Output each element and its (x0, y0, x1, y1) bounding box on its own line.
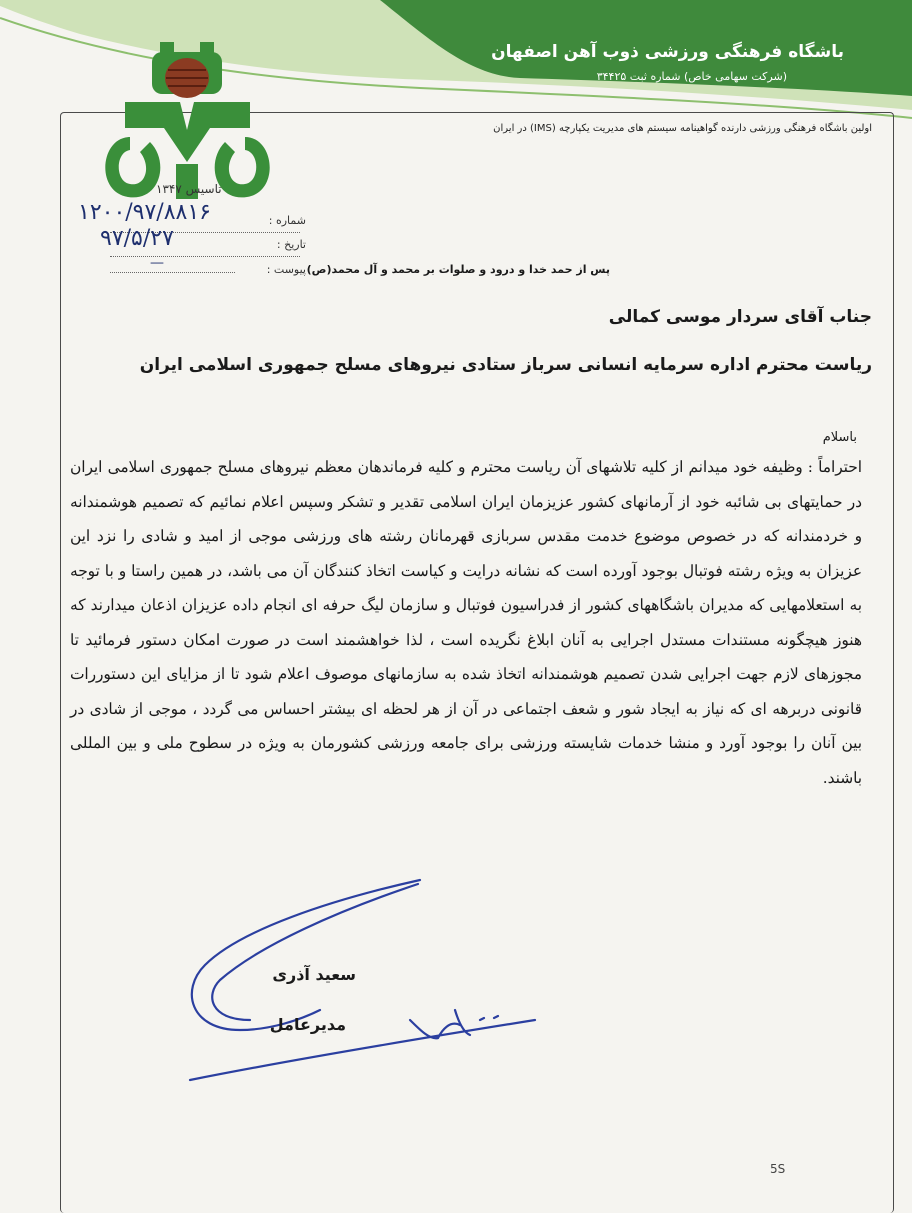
ims-certification-note: اولین باشگاه فرهنگی ورزشی دارنده گواهینامه سیستم های مدیریت یکپارچه (IMS) در ایران (493, 123, 872, 134)
addressee-name: جناب آقای سردار موسی کمالی (608, 307, 872, 327)
page-number: 5S (770, 1162, 786, 1176)
organization-name: باشگاه فرهنگی ورزشی ذوب آهن اصفهان (491, 42, 844, 62)
number-label: شماره : (268, 214, 306, 227)
founded-year: تاسیس ۱۳۴۷ (156, 182, 222, 196)
letter-attachment: — (150, 255, 165, 271)
letter-body: احتراماً : وظیفه خود میدانم از کلیه تلاشهای آن ریاست محترم و کلیه فرماندهان معظم نیروهای مسلح جمهوری اسلامی ایران در حمایتهای بی شائبه خود از آرمانهای کشور عزیزمان ایران اسلامی تقدیر و تشکر وسپس اعلام نمائیم که تصمیم هوشمندانه و خردمندانه که در خصوص موضوع خدمت مقدس سربازی قهرمانان رشته های ورزشی موجی از امید و شادی را نزد این عزیزان به ویژه رشته فوتبال بوجود آورده است که نشانه درایت و کیاست اتخاذ کنندگان آن می باشد، در همین راستا و با توجه به استعلامهایی که مدیران باشگاههای کشور از فدراسیون فوتبال و سازمان لیگ حرفه ای انجام داده عزیزان اذعان میدارند که هنوز هیچگونه مستندات مستدل اجرایی به آنان ابلاغ نگریده است ، لذا خواهشمند است در صورت امکان دستور فرمائید تا مجوزهای لازم جهت اجرایی شدن تصمیم هوشمندانه اتخاذ شده به سازمانهای موصوف اعلام شود تا از مزایای این دستوررات قانونی دربرهه ای که نیاز به ایجاد شور و شعف اجتماعی در آن از هر لحظه ای بیشتر احساس می گردد ، موجی از شادی در بین آنان را بوجود آورد و منشا خدمات شایسته ورزشی برای جامعه ورزشی کشورمان به ویژه در سطوح ملی و بین المللی باشند. (70, 458, 862, 787)
signer-title: مدیرعامل (269, 1015, 346, 1034)
greeting: باسلام (822, 430, 857, 445)
date-line (110, 256, 300, 257)
letter-date: ۹۷/۵/۲۷ (100, 226, 174, 251)
attachment-label: پیوست : (266, 263, 306, 276)
organization-registration: (شرکت سهامی خاص) شماره ثبت ۳۴۴۲۵ (596, 70, 787, 83)
handwritten-signature-icon (180, 870, 550, 1090)
date-label: تاریخ : (276, 238, 306, 251)
letter-number: ۱۲۰۰/۹۷/۸۸۱۶ (78, 200, 211, 225)
signer-name: سعید آذری (272, 965, 356, 984)
attachment-line (110, 272, 235, 273)
invocation-line: پس از حمد خدا و درود و صلوات بر محمد و آل محمد(ص) (306, 263, 610, 276)
addressee-position: ریاست محترم اداره سرمایه انسانی سرباز ستادی نیروهای مسلح جمهوری اسلامی ایران (139, 355, 872, 375)
